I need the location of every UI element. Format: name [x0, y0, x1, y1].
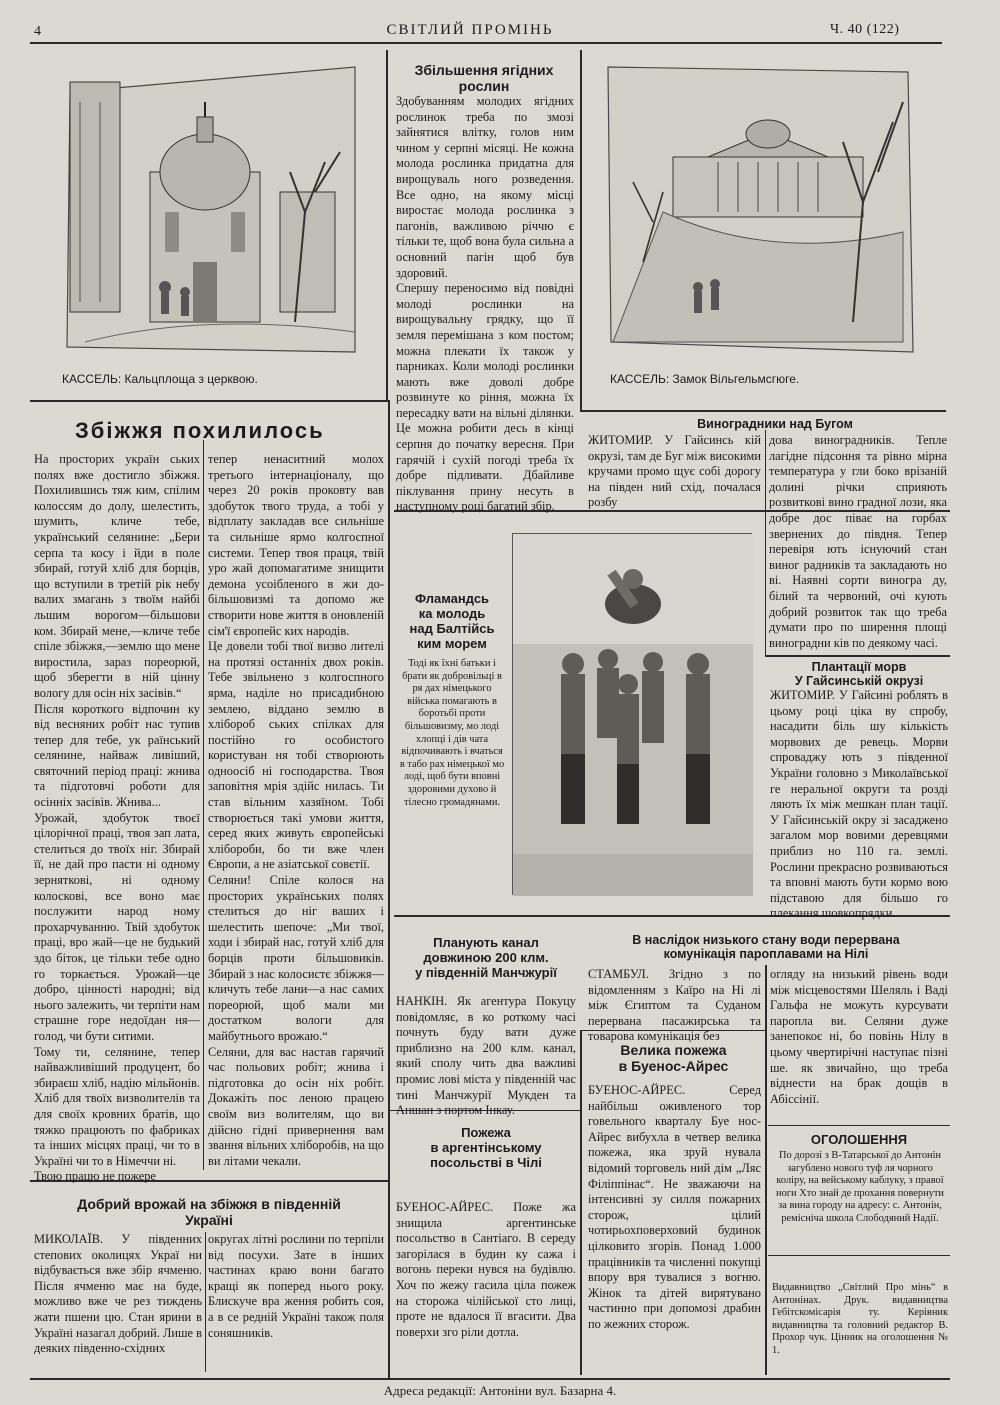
harvest-title: Збіжжя похилилось: [75, 418, 325, 443]
column-rule-top-left: [386, 50, 388, 400]
flemish-body: Тоді як їхні батьки і брати як добровільці в ря дах німецького війська помагають в боротьбі проти більшовизму, мо лоді хлопці і дів чата відпочивають і вчаться в табо рах німецької мо лоді, щоб бути вповні здоровими духово й тілесно громадянами.: [399, 658, 505, 808]
berries-title: Збільшення ягідних рослин: [414, 62, 554, 95]
rule-under-right-picture: [580, 410, 946, 412]
caption-kassel-church: КАССЕЛЬ: Кальцплоща з церквою.: [62, 372, 258, 386]
footer-rule: [30, 1378, 950, 1380]
good-harvest-column-2: округах літні рослини по терпіли від посухи. Зате в інших частинах краю вони багато кращі як поперед нього року. Блискуче вра ження робить соя, а в се редній Україні також поля соняшників.: [208, 1232, 384, 1340]
newspaper-title: СВІТЛИЙ ПРОМІНЬ: [386, 22, 554, 38]
buenos-fire-title: Велика пожежа в Буенос-Айрес: [618, 1042, 729, 1075]
berries-body: Здобуванням молодих ягідних рослинок треба по змозі зайнятися влітку, голов ним чином у серпні місяці. Не кожна молода рослинка придатна для вирощуваль ного розведення. Все одно, на якому місці виростає молода рослинка з пагонів, важливою річчю є тільки те, щоб вона була сильна а основний пагін щоб був здоровий. Спершу переносимо від повідні молоді рослинки на вирощувальну грядку, що її земля перемішана з ком постом; можна плекати їх також у парниках. Коли молоді рослинки мають вже доволі добре розвинуте ко ріння, можна їх пересадку вати на вільні ділянки. Це можна робити десь в кінці серпня до початку вересня. При гарячій і сухій погоді треба їх добре підливати. Дбайливе піклування прину несуть в наступному році багатий збір.: [396, 94, 574, 514]
canal-body: НАНКІН. Як агентура Покуцу повідомляє, в ко роткому часі почнуть буду вати дуже приблизно на 200 клм. канал, який сполу чить два важливі промис лові міста у південній час тині Манчжурії Мукден та Аншан з портом Інкау.: [396, 994, 576, 1118]
rule-above-imprint: [768, 1255, 950, 1256]
vineyards-column-1: ЖИТОМИР. У Гайсинсь кій окрузі, там де Буг між високими кручами промо щує собі дорогу на півден ний схід, почалася розбу: [588, 433, 761, 510]
column-rule-good-harvest: [205, 1232, 206, 1372]
harvest-column-1: На просторих україн ських полях вже достигло збіжжя. Похилившись тяж ким, спілим колоссям до долу, шелестить, шумить, кличе тебе, український селянине: „Бери серпа та косу і йди в поле збирай, готуй хліб для борців, що вступили в третій рік небу валих змагань з твоїм найбі льшим ворогом—більшови ком. Збирай мене,—кличе тебе спіле збіжжя,—землю що мене виростила, зараз пореорюй, щоб зберегти в ній цінну вологу для осін ніх засівів.“ Після короткого відпочин ку від весняних робіт нас тупив тепер для тебе, ук раїнський селянине, найваж ливіший, святочний період праці: жнива та підготовчі роботи для осінніх засівів. Жнива... Урожай, здобуток твоєї цілорічної праці, твоя зап лата, стелиться до твоїх ніг. Збирай її, не дай про пасти ні одному зерняткові, ні одному колоскові, все воно має послужити народ ному прохарчуванню. Твій здобуток праці, вро жай—це не будький здо біток, це тільки тебе одно го торкається. Урожай—це добро, цінності народні; від нього залежить, чи терпіти нам страшне горе недоїдан ня—голод, чи бути ситими. Тому ти, селянине, тепер найважливіший продуцент, бо збираєш хліб, надію мільйонів. Хліб для твоїх визволителів та для своїх кровних братів, що тяжко працюють по фабриках та інших місцях праці, чи то в Україні чи то в Німеччи ні. Твою працю не пожере: [34, 452, 200, 1184]
embassy-fire-title: Пожежа в аргентінському посольстві в Чілі: [430, 1125, 542, 1170]
announcement-body: По дорозі з В-Татарської до Антонін загублено нового туф ля чорного коліру, на вейському каблуку, з правої ноги Хто знай де прохання повернути за вина городу на адресу: с. Антонін, ремісніча школа Слободяний Надії.: [776, 1150, 944, 1224]
header-rule: [30, 42, 942, 44]
canal-title: Планують канал довжиною 200 клм. у південній Манчжурії: [415, 935, 557, 980]
imprint: Видавництво „Світлий Про мінь“ в Антонінах. Друк. видавництва Гебітскомісарія ту. Керівник видавництва та головний редактор В. Прохор чук. Цінник на оголошення № 1.: [772, 1282, 948, 1356]
rule-above-announcement: [768, 1125, 950, 1126]
harvest-column-2: тепер ненаситний молох третього інтернаціоналу, що через 20 років проковту вав здобуток твого труда, а тобі у відплату закладав все сильніше та сильніше ярмо колгоспної системи. Тепер твоя праця, твій уро жай допомагатиме знищити демона усоібленого в жи до-більшовизмі та допомо же створити нове життя в оновленій сім'ї європейс ких народів. Це довели тобі твої визво лителі на протязі останніх двох років. Тебе звільнено з колгоспного ярма, наділе но присадибною землею, віддано землю в хлібороб ських спілках для постійно го особистого користуван ня тобі створюють одноосіб ні господарства. Твоя заповітня мрія здійс нилась. Ти став вільним хазяїном. Тобі створюється такі умови життя, серед яких живуть європейські хлібороби, бо ти вже член Європи, а не азіатської совєтії. Селяни! Спіле колося на просторих українських полях стелиться до ніг ваших і шелестить шепоче: „Ми твої, ходи і збирай нас, готуй хліб для борців проти більшовиків. Збирай з нас колосистє збіжжя—кличуть тебе лани—а нас самих пореорюй, щоб мали ми достатком вологи для майбутнього врожаю.“ Селяни, для вас настав гарячий час польових робіт; жнива і підготовка до осін ніх робіт. Докажіть пос леною працею своїм виз волителям, що ви дійсно гідні привернення вам звання вільних хліборобів, на що ви літами чекали.: [208, 452, 384, 1168]
buenos-fire-body: БУЕНОС-АЙРЕС. Серед найбільш оживленого тор говельного кварталу Буе нос-Айрес вибухла в четвер велика пожежа, яка зруй нувала відомий торговель ний дім „Ляс Філіппінас“. Не зважаючи на інтенсивні зу силля пожарних сторож, цілий чотирьохповерховий будинок цілковито згорів. Понад 1.000 працівників та численні покупці впору вря тувалися з вогню. Жінок та дітей вирятувано частинно при допомозі драбин по жежних сторож.: [588, 1083, 761, 1331]
flemish-title: Фламандсь ка молодь над Балтійсь ким морем: [409, 591, 495, 651]
issue-number: Ч. 40 (122): [830, 22, 900, 37]
column-rule-top-right: [580, 50, 582, 410]
column-rule-center: [388, 400, 390, 1380]
good-harvest-column-1: МИКОЛАЇВ. У південних степових околицях Украї ни відбувається вже збір ячменю. Після ячменю має на буде, можливо вже че рез тиждень жати пшени цю. Стан ярини в Україні назагал добрий. Лише в деяких південно-східних: [34, 1232, 202, 1356]
youth-photo: [512, 533, 752, 895]
embassy-fire-body: БУЕНОС-АЙРЕС. Поже жа знищила аргентинське посольство в Сантіаго. В середу загорілася в будин ку сажа і вогонь переки нувся на будівлю. Хоч по жежу гасила ціла пожеж на сторожа чілійської сто лиці, проте не вдалося її вгасити. Два поверхи зго ріли дотла.: [396, 1200, 576, 1339]
column-rule-vineyard: [765, 430, 766, 655]
page-number: 4: [34, 24, 43, 39]
vineyards-column-2: дова виноградників. Тепле лагідне підсоння та рівно мірна температура у гли боко врізаній долині річки сприяють розвиткові вино градної лози, яка добре дос піває на горбах звернених до півдня. Тепер перевіря ють існуючий стан виног радників та закладають но ві. Наявні сорти виногра ду, білий та червоний, очі кують добрий розвиток так що треба думати про по ширення площі виноградни ків по деякому часі.: [769, 433, 947, 650]
nile-column-2: огляду на низький рівень води між місцевостями Шеляль і Ваді Гальфа не можуть курсувати паропла ви. Селяни дуже занепокоє ні, бо повінь Нілу в цьому чвертирічні наступає пізні ше. як звичайно, що треба віднести на брак дощів в Абіссінії.: [770, 967, 948, 1106]
mulberry-body: ЖИТОМИР. У Гайсині роблять в цьому році ціка ву спробу, насадити біль шу кількість морвових де ревець. Морви спроваджу ють з південної України головно з Миколаївської ге неральної округи та розді ляють їх між мешкан план тації. У Гайсинській окру зі засаджено загалом мор вовими деревцями приблиз но 110 га. землі. Рослини прекрасно розвиваються та вповні мають бути кормо вою підставою для більшо го плекання шовкопрядки.: [770, 688, 948, 921]
rule-under-left-picture: [30, 400, 388, 402]
column-rule-harvest: [203, 440, 204, 1170]
announcement-title: ОГОЛОШЕННЯ: [810, 1132, 908, 1147]
nile-title: В наслідок низького стану води перервана комунікація пароплавами на Нілі: [632, 933, 900, 962]
kassel-church-illustration: [55, 62, 365, 362]
caption-kassel-castle: КАССЕЛЬ: Замок Вільгельмсгюге.: [610, 372, 800, 386]
column-rule-nile: [765, 965, 767, 1375]
nile-column-1: СТАМБУЛ. Згідно з по відомленням з Каїро на Ні лі між Єгиптом та Суданом перервана пасажирська та товарова комунікація без: [588, 967, 761, 1044]
kassel-castle-illustration: [603, 62, 918, 362]
rule-above-mulberry: [765, 655, 950, 657]
column-rule-bottom-center: [580, 1030, 582, 1375]
vineyards-title: Виноградники над Бугом: [697, 417, 853, 431]
editorial-address: Адреса редакції: Антоніни вул. Базарна 4.: [383, 1383, 617, 1398]
mulberry-title: Плантації морв У Гайсинській окрузі: [794, 660, 924, 689]
good-harvest-title: Добрий врожай на збіжжя в південній Україні: [77, 1196, 341, 1229]
